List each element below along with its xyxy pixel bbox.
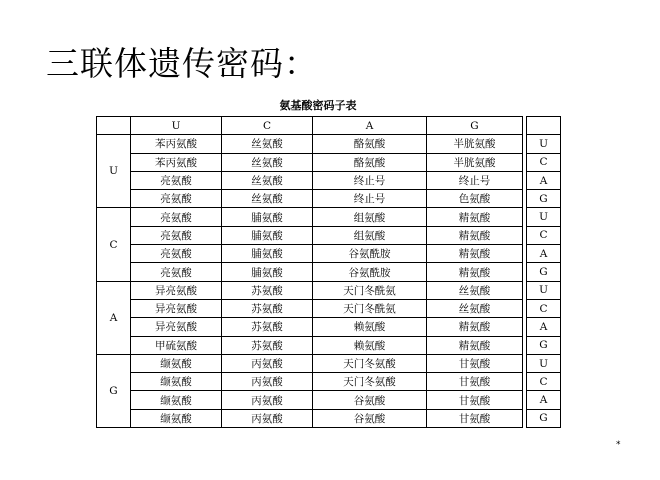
amino-acid-cell: 丝氨酸 (222, 171, 313, 189)
first-base-cell: U (97, 135, 131, 208)
amino-acid-cell: 苯丙氨酸 (131, 153, 222, 171)
amino-acid-cell: 丝氨酸 (222, 190, 313, 208)
amino-acid-cell: 缬氨酸 (131, 354, 222, 372)
codon-row (97, 281, 561, 299)
amino-acid-cell: 丝氨酸 (222, 135, 313, 153)
amino-acid-cell: 脯氨酸 (222, 263, 313, 281)
amino-acid-cell: 赖氨酸 (313, 336, 427, 354)
amino-acid-cell: 谷氨酰胺 (313, 245, 427, 263)
amino-acid-cell: 丝氨酸 (427, 281, 523, 299)
third-base-cell: G (527, 409, 561, 427)
amino-acid-cell: 色氨酸 (427, 190, 523, 208)
amino-acid-cell: 组氨酸 (313, 208, 427, 226)
codon-row (97, 171, 561, 189)
third-base-cell: C (527, 153, 561, 171)
header-row (97, 117, 561, 135)
first-base-cell: A (97, 281, 131, 354)
first-base-cell: G (97, 354, 131, 427)
amino-acid-cell: 脯氨酸 (222, 226, 313, 244)
amino-acid-cell: 苏氨酸 (222, 336, 313, 354)
codon-row (97, 263, 561, 281)
amino-acid-cell: 精氨酸 (427, 263, 523, 281)
codon-row (97, 409, 561, 427)
amino-acid-cell: 赖氨酸 (313, 318, 427, 336)
amino-acid-cell: 精氨酸 (427, 245, 523, 263)
codon-row (97, 391, 561, 409)
third-base-cell: U (527, 208, 561, 226)
amino-acid-cell: 终止号 (313, 190, 427, 208)
header-third-empty (527, 117, 561, 135)
header-second-base: A (313, 117, 427, 135)
amino-acid-cell: 苯丙氨酸 (131, 135, 222, 153)
third-base-cell: A (527, 318, 561, 336)
codon-row (97, 336, 561, 354)
codon-row (97, 226, 561, 244)
codon-row (97, 299, 561, 317)
codon-row (97, 153, 561, 171)
header-second-base: G (427, 117, 523, 135)
amino-acid-cell: 亮氨酸 (131, 190, 222, 208)
table-caption: 氨基酸密码子表 (279, 99, 357, 112)
third-base-cell: U (527, 281, 561, 299)
amino-acid-cell: 丙氨酸 (222, 391, 313, 409)
amino-acid-cell: 精氨酸 (427, 208, 523, 226)
amino-acid-cell: 精氨酸 (427, 318, 523, 336)
footer-mark: * (616, 440, 621, 450)
amino-acid-cell: 异亮氨酸 (131, 281, 222, 299)
amino-acid-cell: 谷氨酸 (313, 409, 427, 427)
third-base-cell: G (527, 190, 561, 208)
codon-row (97, 373, 561, 391)
amino-acid-cell: 亮氨酸 (131, 245, 222, 263)
third-base-cell: C (527, 299, 561, 317)
amino-acid-cell: 甘氨酸 (427, 354, 523, 372)
amino-acid-cell: 甘氨酸 (427, 373, 523, 391)
amino-acid-cell: 甲硫氨酸 (131, 336, 222, 354)
amino-acid-cell: 异亮氨酸 (131, 299, 222, 317)
amino-acid-cell: 丙氨酸 (222, 409, 313, 427)
amino-acid-cell: 苏氨酸 (222, 318, 313, 336)
third-base-cell: G (527, 263, 561, 281)
amino-acid-cell: 终止号 (313, 171, 427, 189)
amino-acid-cell: 丝氨酸 (222, 153, 313, 171)
amino-acid-cell: 丝氨酸 (427, 299, 523, 317)
header-second-base: U (131, 117, 222, 135)
amino-acid-cell: 半胱氨酸 (427, 153, 523, 171)
amino-acid-cell: 精氨酸 (427, 336, 523, 354)
amino-acid-cell: 亮氨酸 (131, 263, 222, 281)
amino-acid-cell: 天门冬氨酸 (313, 354, 427, 372)
third-base-cell: C (527, 373, 561, 391)
amino-acid-cell: 甘氨酸 (427, 391, 523, 409)
amino-acid-cell: 甘氨酸 (427, 409, 523, 427)
amino-acid-cell: 酪氨酸 (313, 153, 427, 171)
amino-acid-cell: 谷氨酰胺 (313, 263, 427, 281)
amino-acid-cell: 丙氨酸 (222, 354, 313, 372)
amino-acid-cell: 丙氨酸 (222, 373, 313, 391)
amino-acid-cell: 缬氨酸 (131, 391, 222, 409)
codon-row (97, 245, 561, 263)
amino-acid-cell: 苏氨酸 (222, 281, 313, 299)
amino-acid-cell: 天门冬氨酸 (313, 373, 427, 391)
codon-row (97, 354, 561, 372)
first-base-cell: C (97, 208, 131, 281)
third-base-cell: U (527, 135, 561, 153)
third-base-cell: U (527, 354, 561, 372)
amino-acid-cell: 亮氨酸 (131, 226, 222, 244)
third-base-cell: A (527, 245, 561, 263)
amino-acid-cell: 异亮氨酸 (131, 318, 222, 336)
amino-acid-cell: 天门冬酰氨 (313, 281, 427, 299)
header-second-base: C (222, 117, 313, 135)
third-base-cell: C (527, 226, 561, 244)
corner-cell (97, 117, 131, 135)
codon-row (97, 208, 561, 226)
amino-acid-cell: 亮氨酸 (131, 171, 222, 189)
third-base-cell: A (527, 171, 561, 189)
amino-acid-cell: 精氨酸 (427, 226, 523, 244)
codon-row (97, 135, 561, 153)
amino-acid-cell: 脯氨酸 (222, 208, 313, 226)
amino-acid-cell: 谷氨酸 (313, 391, 427, 409)
codon-row (97, 318, 561, 336)
codon-row (97, 190, 561, 208)
amino-acid-cell: 苏氨酸 (222, 299, 313, 317)
amino-acid-cell: 组氨酸 (313, 226, 427, 244)
amino-acid-cell: 天门冬酰氨 (313, 299, 427, 317)
slide-title: 三联体遗传密码： (46, 44, 318, 83)
third-base-cell: A (527, 391, 561, 409)
amino-acid-cell: 终止号 (427, 171, 523, 189)
amino-acid-cell: 缬氨酸 (131, 373, 222, 391)
third-base-cell: G (527, 336, 561, 354)
amino-acid-cell: 缬氨酸 (131, 409, 222, 427)
amino-acid-cell: 亮氨酸 (131, 208, 222, 226)
amino-acid-cell: 脯氨酸 (222, 245, 313, 263)
codon-table (96, 116, 561, 428)
amino-acid-cell: 酪氨酸 (313, 135, 427, 153)
amino-acid-cell: 半胱氨酸 (427, 135, 523, 153)
